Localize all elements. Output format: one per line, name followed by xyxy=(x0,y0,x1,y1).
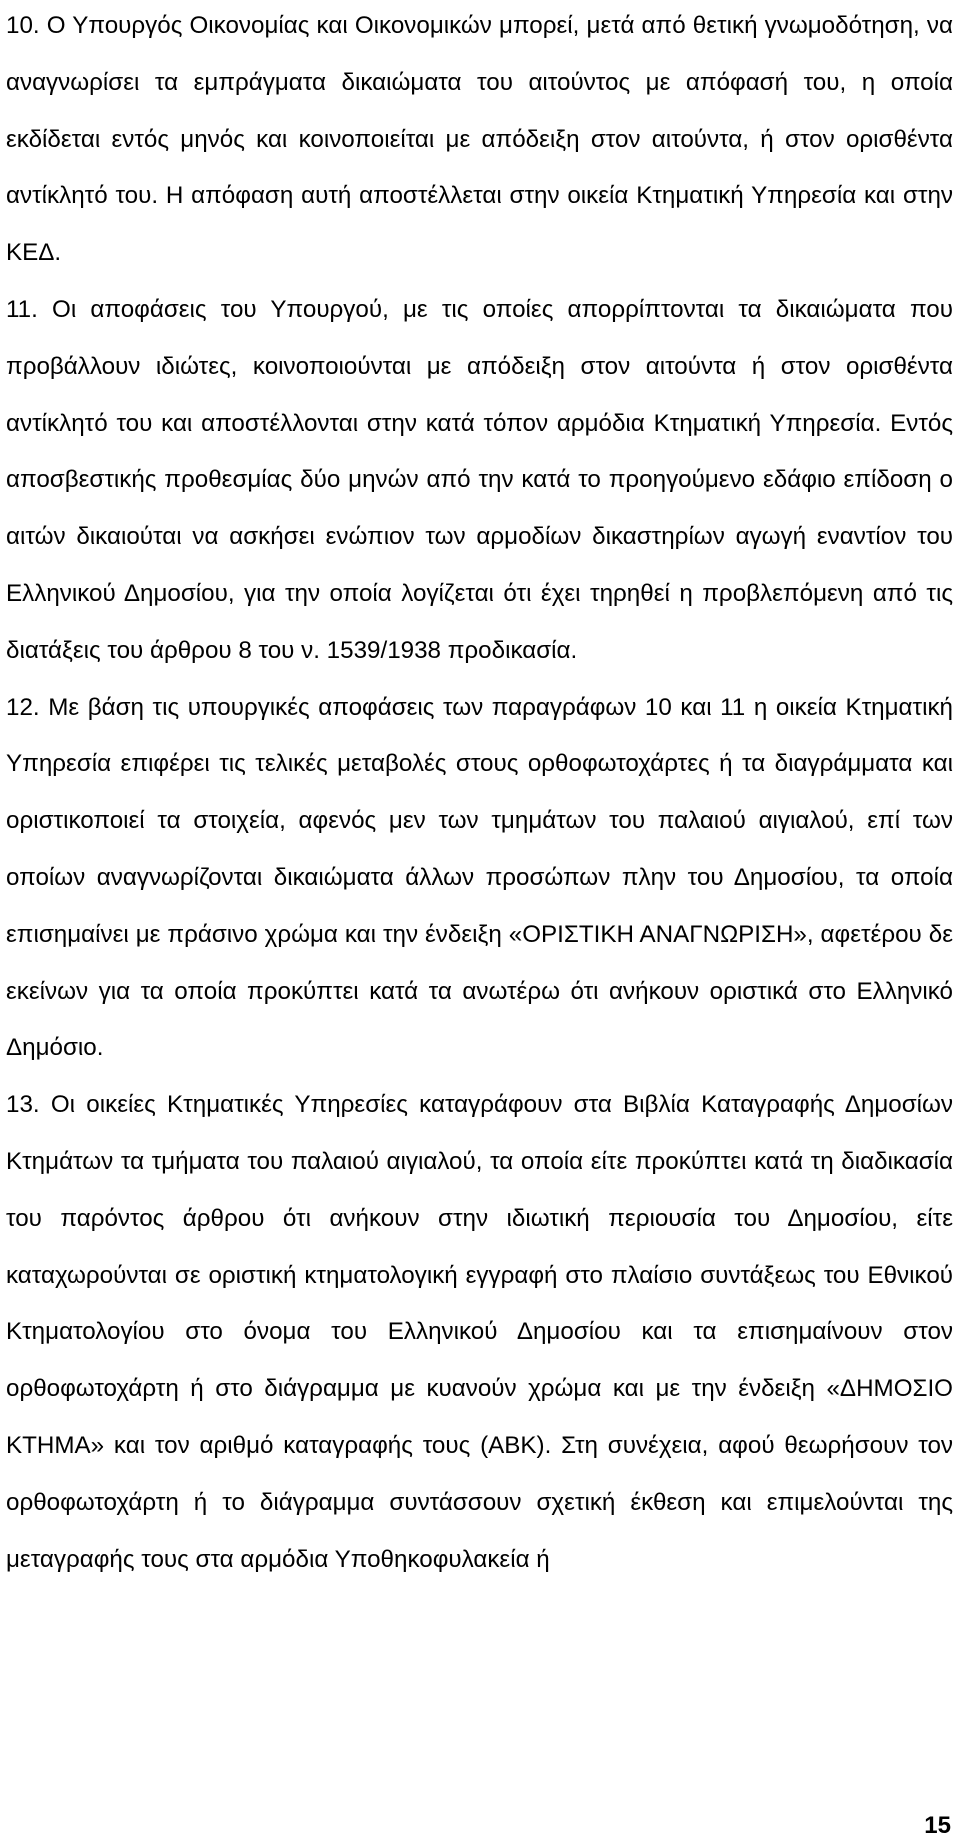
paragraph-11: 11. Οι αποφάσεις του Υπουργού, με τις οποίες απορρίπτονται τα δικαιώματα που προβάλλουν ιδιώτες, κοινοποιούνται με απόδειξη στον αιτούντα ή στον ορισθέντα αντίκλητό του και αποστέλλονται στην κατά τόπον αρμόδια Κτηματική Υπηρεσία. Εντός αποσβεστικής προθεσμίας δύο μηνών από την κατά το προηγούμενο εδάφιο επίδοση ο αιτών δικαιούται να ασκήσει ενώπιον των αρμοδίων δικαστηρίων αγωγή εναντίον του Ελληνικού Δημοσίου, για την οποία λογίζεται ότι έχει τηρηθεί η προβλεπόμενη από τις διατάξεις του άρθρου 8 του ν. 1539/1938 προδικασία. xyxy=(6,295,953,664)
paragraph-12: 12. Με βάση τις υπουργικές αποφάσεις των παραγράφων 10 και 11 η οικεία Κτηματική Υπηρεσία επιφέρει τις τελικές μεταβολές στους ορθοφωτοχάρτες ή τα διαγράμματα και οριστικοποιεί τα στοιχεία, αφενός μεν των τμημάτων του παλαιού αιγιαλού, επί των οποίων αναγνωρίζονται δικαιώματα άλλων προσώπων πλην του Δημοσίου, τα οποία επισημαίνει με πράσινο χρώμα και την ένδειξη «ΟΡΙΣΤΙΚΗ ΑΝΑΓΝΩΡΙΣΗ», αφετέρου δε εκείνων για τα οποία προκύπτει κατά τα ανωτέρω ότι ανήκουν οριστικά στο Ελληνικό Δημόσιο. xyxy=(6,693,953,1062)
body-text xyxy=(6,0,953,1588)
paragraph-10: 10. Ο Υπουργός Οικονομίας και Οικονομικών μπορεί, μετά από θετική γνωμοδότηση, να αναγνωρίσει τα εμπράγματα δικαιώματα του αιτούντος με απόφασή του, η οποία εκδίδεται εντός μηνός και κοινοποιείται με απόδειξη στον αιτούντα, ή στον ορισθέντα αντίκλητό του. Η απόφαση αυτή αποστέλλεται στην οικεία Κτηματική Υπηρεσία και στην ΚΕΔ. xyxy=(6,12,953,267)
page-number: 15 xyxy=(924,1812,951,1839)
paragraph-13: 13. Οι οικείες Κτηματικές Υπηρεσίες καταγράφουν στα Βιβλία Καταγραφής Δημοσίων Κτημάτων τα τμήματα του παλαιού αιγιαλού, τα οποία είτε προκύπτει κατά τη διαδικασία του παρόντος άρθρου ότι ανήκουν στην ιδιωτική περιουσία του Δημοσίου, είτε καταχωρούνται σε οριστική κτηματολογική εγγραφή στο πλαίσιο συντάξεως του Εθνικού Κτηματολογίου στο όνομα του Ελληνικού Δημοσίου και τα επισημαίνουν στον ορθοφωτοχάρτη ή στο διάγραμμα με κυανούν χρώμα και με την ένδειξη «ΔΗΜΟΣΙΟ ΚΤΗΜΑ» και τον αριθμό καταγραφής τους (ΑΒΚ). Στη συνέχεια, αφού θεωρήσουν τον ορθοφωτοχάρτη ή το διάγραμμα συντάσσουν σχετική έκθεση και επιμελούνται της μεταγραφής τους στα αρμόδια Υποθηκοφυλακεία ή xyxy=(6,1091,953,1573)
